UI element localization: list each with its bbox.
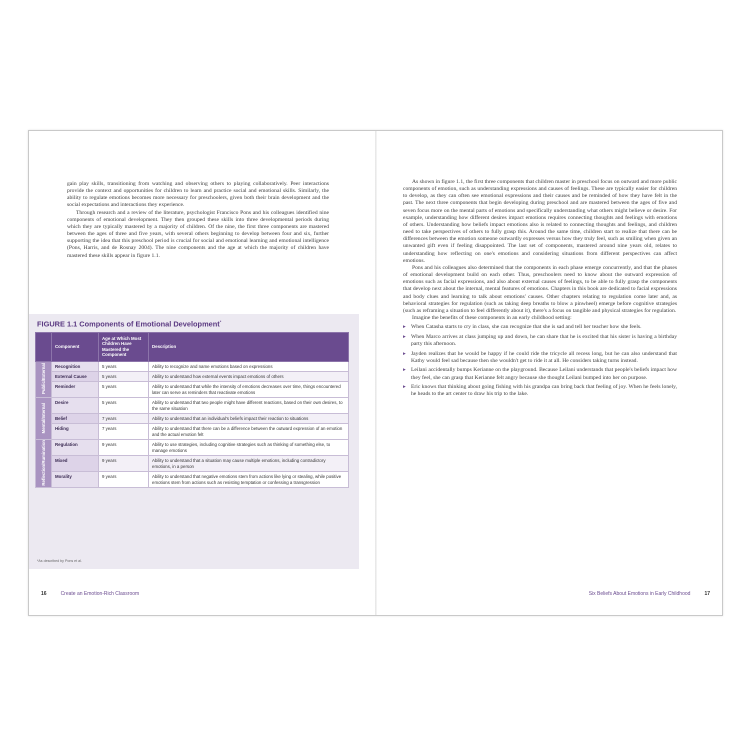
running-head: Six Beliefs About Emotions in Early Childhood <box>588 591 691 597</box>
book-spread <box>28 130 723 616</box>
component-age: 5 years <box>99 398 149 414</box>
component-description: Ability to understand how external events impact emotions of others <box>149 372 349 382</box>
table-row <box>36 456 349 472</box>
group-label-mental-internal: Mental/Internal <box>36 398 52 440</box>
component-age: 9 years <box>99 472 149 488</box>
running-head: Create an Emotion-Rich Classroom <box>60 591 140 597</box>
gutter <box>375 131 377 615</box>
paragraph: Through research and a review of the literature, psychologist Francisco Pons and his colleagues identified nine components of emotional development. They then grouped these skills into three developmental periods during which they are typically mastered by a majority of children. Of the nine, the first three components are mastered between the ages of three and five years, with several others beginning to develop between four and six, further supporting the idea that this preschool period is crucial for social and emotional learning and emotional intelligence (Pons, Harris, and de Rosnay 2004). The nine components and the age at which the majority of children have mastered these skills appear in figure 1.1. <box>67 209 329 259</box>
paragraph: Pons and his colleagues also determined that the components in each phase emerge concurrently, and that the phases of emotional development build on each other. Thus, preschoolers need to know about the outward expression of emotions such as facial expressions, and also about external causes of feelings, to be able to fully grasp the components that develop next about the internal, mental features of emotions. Chapters in this book are dedicated to facial expressions and body clues and learning to talk about emotions' causes. Other chapters relating to regulation come later and, as behavioral strategies for regulation (such as taking deep breaths to blow a pinwheel) emerge before cognitive strategies (such as reframing a situation to feel differently about it), there's a focus on tangible and physical strategies for regulation. <box>403 264 677 314</box>
component-name: Mixed <box>52 456 99 472</box>
table-header-age: Age at Which Most Children Have Mastered the Component <box>99 333 149 362</box>
component-name: Hiding <box>52 424 99 440</box>
group-label-reflection-rumination: Reflection/Rumination <box>36 440 52 488</box>
figure-title: FIGURE 1.1 Components of Emotional Development* <box>37 319 222 329</box>
component-name: Belief <box>52 414 99 424</box>
component-age: 9 years <box>99 440 149 456</box>
component-description: Ability to understand that negative emotions stem from actions like lying or stealing, while positive emotions stem from actions such as resisting temptation or confessing a transgression <box>149 472 349 488</box>
list-item: ▸ Jayden realizes that he would be happy if he could ride the tricycle all recess long, but he can also understand that Kathy would feel sad because then she wouldn't get to ride it at all. He considers taking turns instead. <box>403 351 677 365</box>
component-name: Desire <box>52 398 99 414</box>
table-row <box>36 372 349 382</box>
table-row <box>36 414 349 424</box>
table-row <box>36 398 349 414</box>
table-header-description: Description <box>149 333 349 362</box>
component-age: 5 years <box>99 382 149 398</box>
component-description: Ability to understand that an individual's beliefs impact their reaction to situations <box>149 414 349 424</box>
component-age: 5 years <box>99 372 149 382</box>
component-age: 5 years <box>99 361 149 371</box>
component-description: Ability to use strategies, including cognitive strategies such as thinking of something else, to manage emotions <box>149 440 349 456</box>
list-item: ▸ Leilani accidentally bumps Kerianne on the playground. Because Leilani understands that people's beliefs impact how they feel, she can grasp that Kerianne felt angry because she thought Leilani bumped into her on purpose. <box>403 367 677 381</box>
table-row <box>36 472 349 488</box>
components-table <box>35 332 349 488</box>
list-item: ▸ Eric knows that thinking about going fishing with his grandpa can bring back that feeling of joy. When he feels lonely, he heads to the art center to draw his trip to the lake. <box>403 384 677 398</box>
component-description: Ability to recognize and name emotions based on expressions <box>149 361 349 371</box>
page-number: 17 <box>704 591 710 597</box>
figure-1-1 <box>29 314 359 569</box>
paragraph: As shown in figure 1.1, the first three components that children master in preschool focus on outward and more public components of emotion, such as understanding expressions and causes of feelings. These are typically easier for children to develop, as they can often see emotional expressions and their causes and be reminded of how they have felt in the past. The next three components that begin developing during preschool and are mastered between the ages of five and seven focus more on the mental parts of emotions and specifically understanding what others might believe or desire. For example, understanding how different desires impact emotions requires connecting thoughts and feelings with emotions of others. Understanding how beliefs impact emotions also is related to connecting thoughts and feelings, and children need to take perspectives of others to fully grasp this. Around the same time, children start to realize that there can be differences between the emotion someone outwardly expresses versus how they truly feel, such as smiling when given an unwanted gift even if feeling disappointed. The last set of components, mastered around nine years old, relates to understanding how reflecting on one's emotions and considering situations from different perspectives can affect emotions. <box>403 179 677 264</box>
component-name: Regulation <box>52 440 99 456</box>
list-item: ▸ When Catasha starts to cry in class, she can recognize that she is sad and tell her teacher how she feels. <box>403 324 677 331</box>
paragraph: gain play skills, transitioning from watching and observing others to playing collaboratively. Peer interactions provide the context and opportunities for children to learn and practice social and emotional skills. Similarly, the ability to regulate emotions becomes more necessary for preschoolers, given both their brain development and the social expectations and interactions they experience. <box>67 181 329 209</box>
page-number: 16 <box>41 591 47 597</box>
component-description: Ability to understand that there can be a difference between the outward expression of an emotion and the actual emotion felt <box>149 424 349 440</box>
table-row <box>36 361 349 371</box>
right-folio <box>589 591 710 597</box>
table-row <box>36 382 349 398</box>
paragraph: Imagine the benefits of these components in an early childhood setting: <box>412 314 572 321</box>
example-list <box>403 324 677 398</box>
component-age: 7 years <box>99 414 149 424</box>
table-row <box>36 440 349 456</box>
component-name: Reminder <box>52 382 99 398</box>
component-name: Recognition <box>52 361 99 371</box>
table-row <box>36 424 349 440</box>
figure-footnote: *As described by Pons et al. <box>37 559 82 563</box>
list-item: ▸ When Marco arrives at class jumping up and down, he can share that he is excited that his sister is having a birthday party this afternoon. <box>403 334 677 348</box>
component-description: Ability to understand that two people might have different reactions, based on their own desires, to the same situation <box>149 398 349 414</box>
left-folio <box>41 591 139 597</box>
group-label-public-external: Public/External <box>36 361 52 398</box>
left-page-body <box>67 181 329 260</box>
table-header-component: Component <box>52 333 99 362</box>
table-header-row <box>36 333 349 362</box>
table-header-group <box>36 333 52 362</box>
component-age: 7 years <box>99 424 149 440</box>
component-description: Ability to understand that a situation may cause multiple emotions, including contradictory emotions, in a person <box>149 456 349 472</box>
component-name: External Cause <box>52 372 99 382</box>
right-page-body <box>403 179 677 401</box>
component-name: Morality <box>52 472 99 488</box>
component-description: Ability to understand that while the intensity of emotions decreases over time, things encountered later can serve as reminders that reactivate emotions <box>149 382 349 398</box>
component-age: 9 years <box>99 456 149 472</box>
